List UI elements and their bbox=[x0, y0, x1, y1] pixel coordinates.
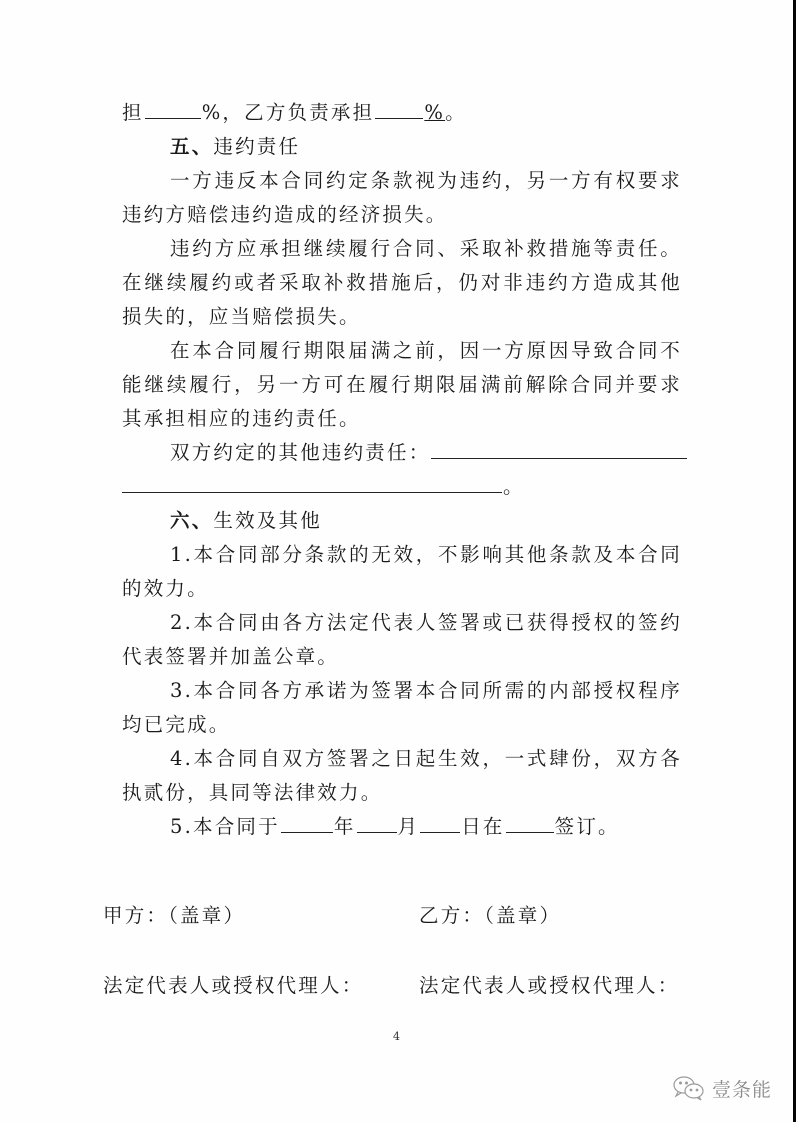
contract-body bbox=[122, 96, 682, 844]
section-6-item: 1.本合同部分条款的无效，不影响其他条款及本合同的效力。 bbox=[122, 543, 682, 600]
month-label: 月 bbox=[397, 815, 420, 838]
section-6-item: 4.本合同自双方签署之日起生效，一式肆份，双方各执贰份，具同等法律效力。 bbox=[122, 747, 682, 804]
section-5-title: 违约责任 bbox=[213, 135, 301, 158]
party-a-seal-label: 甲方：（盖章） bbox=[103, 904, 246, 927]
cost-share-prefix: 担 bbox=[122, 101, 144, 124]
other-liability-blank-1[interactable] bbox=[431, 436, 687, 459]
section-5-paragraph: 一方违反本合同约定条款视为违约，另一方有权要求违约方赔偿违约造成的经济损失。 bbox=[122, 169, 682, 226]
section-5-heading bbox=[122, 130, 682, 164]
signing-end: 签订。 bbox=[554, 815, 620, 838]
party-b-seal-label: 乙方：（盖章） bbox=[419, 904, 562, 927]
percent-sign: % bbox=[424, 101, 446, 124]
cost-share-end: 。 bbox=[445, 101, 467, 124]
section-5-paragraph: 在本合同履行期限届满之前，因一方原因导致合同不能继续履行，另一方可在履行期限届满前解除合同并要求其承担相应的违约责任。 bbox=[122, 339, 682, 430]
section-6-number: 六、 bbox=[170, 509, 214, 532]
section-5-paragraph: 违约方应承担继续履行合同、采取补救措施等责任。在继续履约或者采取补救措施后，仍对非违约方造成其他损失的，应当赔偿损失。 bbox=[122, 237, 682, 328]
party-a-percent-blank[interactable] bbox=[145, 96, 201, 119]
seal-row bbox=[103, 900, 743, 930]
watermark-text: 壹条能 bbox=[712, 1078, 773, 1101]
page-number: 4 bbox=[393, 1030, 400, 1043]
year-blank[interactable] bbox=[281, 810, 333, 833]
party-a-representative-label: 法定代表人或授权代理人： bbox=[103, 974, 364, 997]
other-liability-line bbox=[122, 436, 682, 470]
section-6-item: 2.本合同由各方法定代表人签署或已获得授权的签约代表签署并加盖公章。 bbox=[122, 611, 682, 668]
party-b-representative-label: 法定代表人或授权代理人： bbox=[419, 974, 680, 997]
other-liability-line-2 bbox=[122, 470, 682, 504]
location-blank[interactable] bbox=[506, 810, 554, 833]
section-6-title: 生效及其他 bbox=[213, 509, 322, 532]
section-5-number: 五、 bbox=[170, 135, 214, 158]
cost-share-mid: %，乙方负责承担 bbox=[201, 101, 375, 124]
other-liability-label: 双方约定的其他违约责任： bbox=[170, 441, 431, 464]
other-liability-end: 。 bbox=[503, 475, 525, 498]
signing-date-line bbox=[122, 810, 682, 844]
day-location-label: 日在 bbox=[461, 815, 505, 838]
year-label: 年 bbox=[333, 815, 356, 838]
section-6-heading bbox=[122, 504, 682, 538]
other-liability-blank-2[interactable] bbox=[122, 470, 502, 493]
wechat-icon bbox=[672, 1074, 706, 1102]
month-blank[interactable] bbox=[357, 810, 397, 833]
section-6-item: 3.本合同各方承诺为签署本合同所需的内部授权程序均已完成。 bbox=[122, 679, 682, 736]
watermark bbox=[672, 1070, 772, 1106]
day-blank[interactable] bbox=[420, 810, 460, 833]
representative-row bbox=[103, 970, 743, 1000]
cost-share-line bbox=[122, 96, 682, 130]
party-b-percent-blank[interactable] bbox=[375, 96, 423, 119]
signing-date-prefix: 5.本合同于 bbox=[170, 815, 280, 838]
